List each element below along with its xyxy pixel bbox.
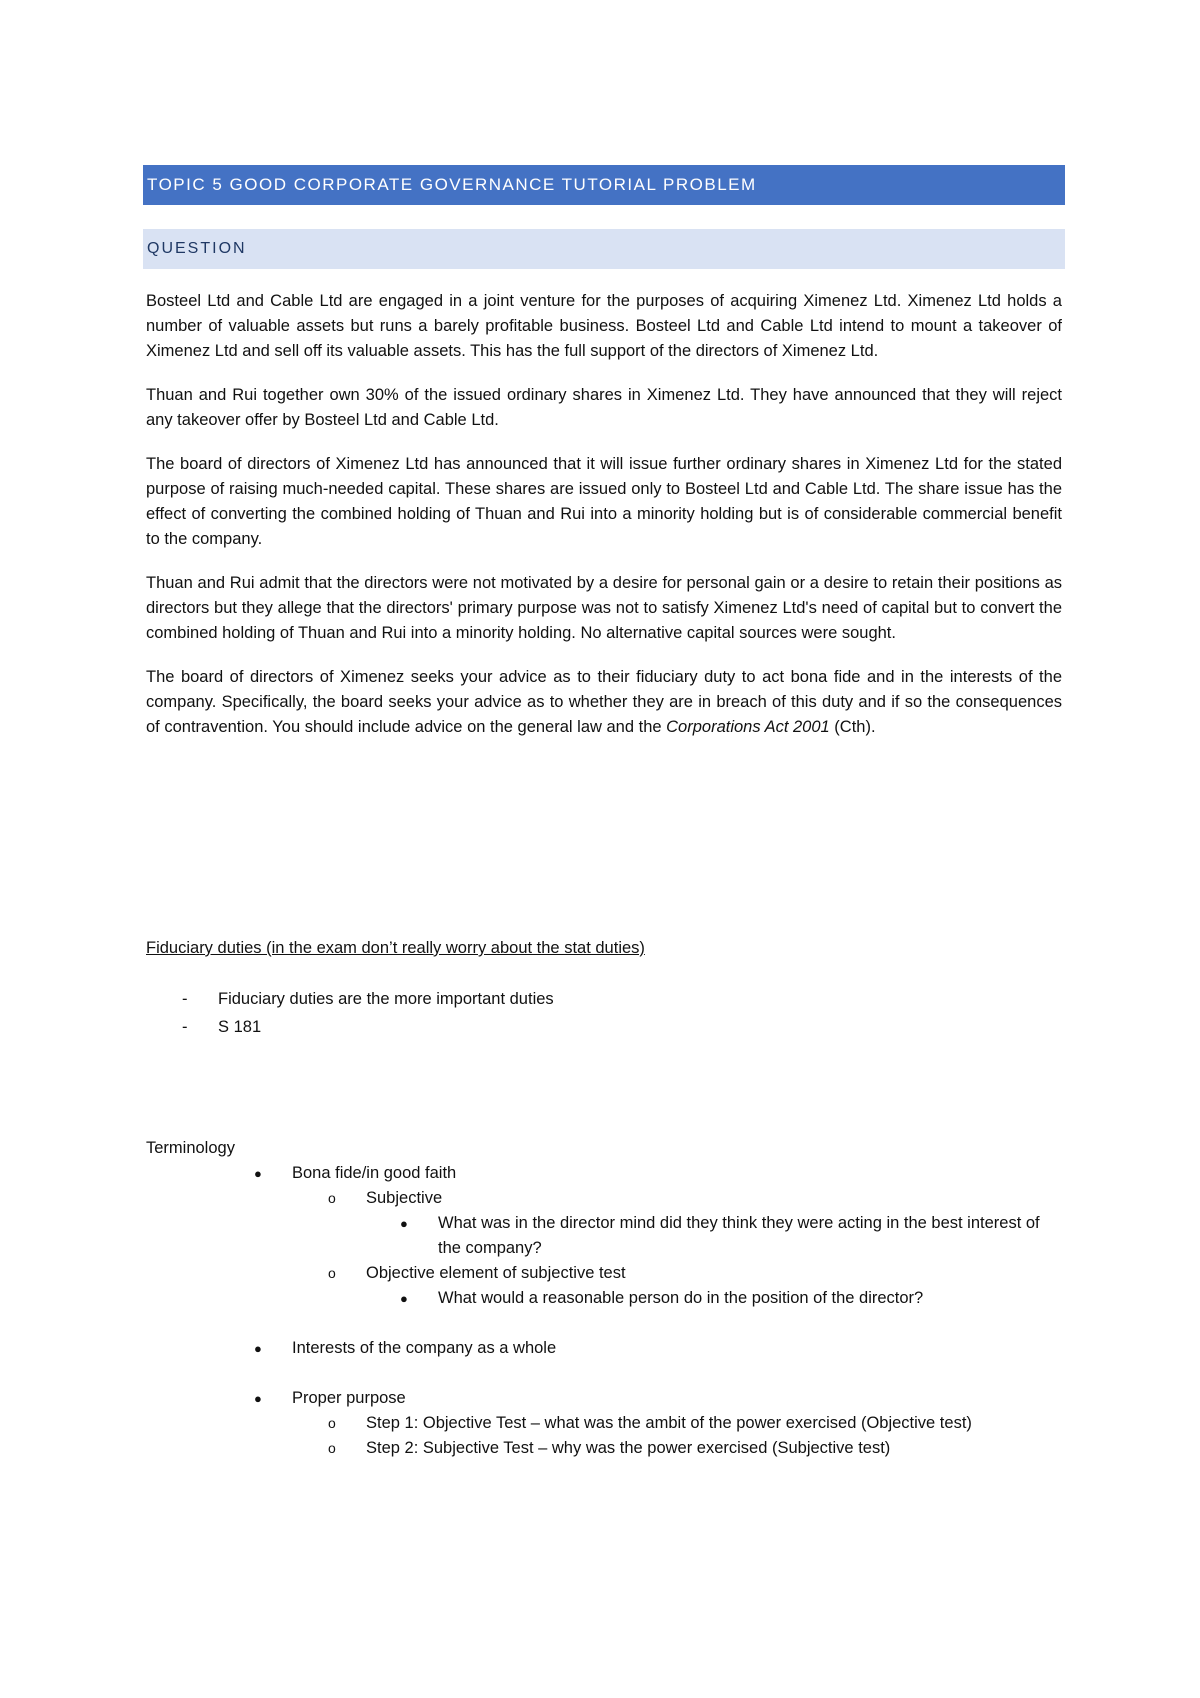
circle-marker: o bbox=[328, 1265, 336, 1281]
act-name: Corporations Act 2001 bbox=[666, 718, 830, 736]
question-paragraph-4: Thuan and Rui admit that the directors were not motivated by a desire for personal gain or a desire to retain their positions as directors but they allege that the directors' primary purpose was not to satisfy Ximenez Ltd's need of capital but to convert the combined holding of Thuan and Rui into a minority holding. No alternative capital sources were sought. bbox=[146, 574, 1062, 642]
bullet-marker: ● bbox=[254, 1341, 262, 1356]
question-paragraph-5-end: (Cth). bbox=[829, 718, 876, 736]
fiduciary-points-list bbox=[146, 985, 554, 1041]
terminology-outline bbox=[146, 1161, 1062, 1461]
question-paragraph-1: Bosteel Ltd and Cable Ltd are engaged in a joint venture for the purposes of acquiring Ximenez Ltd. Ximenez Ltd holds a number of valuable assets but runs a barely profitable business. Bosteel Ltd and Cable Ltd intend to mount a takeover of Ximenez Ltd and sell off its valuable assets. This has the full support of the directors of Ximenez Ltd. bbox=[146, 292, 1062, 360]
circle-marker: o bbox=[328, 1415, 336, 1431]
outline-item-text: Step 1: Objective Test – what was the ambit of the power exercised (Objective test) bbox=[366, 1414, 972, 1432]
list-item bbox=[146, 1013, 554, 1041]
outline-item-step-1 bbox=[146, 1411, 1062, 1436]
outline-item-text: What was in the director mind did they think they were acting in the best interest of the company? bbox=[438, 1214, 1040, 1257]
outline-item-objective-question bbox=[146, 1286, 1062, 1311]
bullet-marker: ● bbox=[254, 1166, 262, 1181]
question-paragraph-5 bbox=[146, 665, 1062, 740]
question-section-heading: QUESTION bbox=[143, 229, 1065, 269]
spacer bbox=[146, 1311, 1062, 1336]
terminology-heading: Terminology bbox=[146, 1139, 235, 1157]
outline-item-subjective bbox=[146, 1186, 1062, 1211]
outline-item-text: Interests of the company as a whole bbox=[292, 1339, 557, 1357]
outline-item-interests bbox=[146, 1336, 1062, 1361]
list-item-text: Fiduciary duties are the more important duties bbox=[218, 990, 554, 1008]
spacer bbox=[146, 1361, 1062, 1386]
outline-item-bona-fide bbox=[146, 1161, 1062, 1186]
outline-item-text: What would a reasonable person do in the position of the director? bbox=[438, 1289, 924, 1307]
list-item bbox=[146, 985, 554, 1013]
outline-item-text: Objective element of subjective test bbox=[366, 1264, 626, 1282]
outline-item-subjective-question bbox=[146, 1211, 1062, 1261]
circle-marker: o bbox=[328, 1440, 336, 1456]
bullet-marker: ● bbox=[254, 1391, 262, 1406]
question-paragraph-2: Thuan and Rui together own 30% of the issued ordinary shares in Ximenez Ltd. They have announced that they will reject any takeover offer by Bosteel Ltd and Cable Ltd. bbox=[146, 386, 1062, 429]
bullet-marker: ● bbox=[400, 1216, 408, 1231]
question-paragraph-3: The board of directors of Ximenez Ltd has announced that it will issue further ordinary shares in Ximenez Ltd for the stated purpose of raising much-needed capital. These shares are issued only to Bosteel Ltd and Cable Ltd. The share issue has the effect of converting the combined holding of Thuan and Rui into a minority holding but is of considerable commercial benefit to the company. bbox=[146, 455, 1062, 548]
topic-title-banner: TOPIC 5 GOOD CORPORATE GOVERNANCE TUTORIAL PROBLEM bbox=[143, 165, 1065, 205]
dash-marker: - bbox=[182, 990, 188, 1008]
circle-marker: o bbox=[328, 1190, 336, 1206]
bullet-marker: ● bbox=[400, 1291, 408, 1306]
outline-item-text: Step 2: Subjective Test – why was the power exercised (Subjective test) bbox=[366, 1439, 891, 1457]
outline-item-text: Subjective bbox=[366, 1189, 443, 1207]
outline-item-text: Bona fide/in good faith bbox=[292, 1164, 457, 1182]
question-paragraph-5-text: The board of directors of Ximenez seeks your advice as to their fiduciary duty to act bona fide and in the interests of the company. Specifically, the board seeks your advice as to whether they are in breach of this duty and if so the consequences of contravention. You should include advice on the general law and the bbox=[146, 668, 1062, 736]
outline-item-objective-element bbox=[146, 1261, 1062, 1286]
question-body bbox=[146, 289, 1062, 740]
outline-item-text: Proper purpose bbox=[292, 1389, 406, 1407]
outline-item-proper-purpose bbox=[146, 1386, 1062, 1411]
fiduciary-duties-heading: Fiduciary duties (in the exam don’t really worry about the stat duties) bbox=[146, 939, 645, 957]
dash-marker: - bbox=[182, 1018, 188, 1036]
outline-item-step-2 bbox=[146, 1436, 1062, 1461]
list-item-text: S 181 bbox=[218, 1018, 262, 1036]
